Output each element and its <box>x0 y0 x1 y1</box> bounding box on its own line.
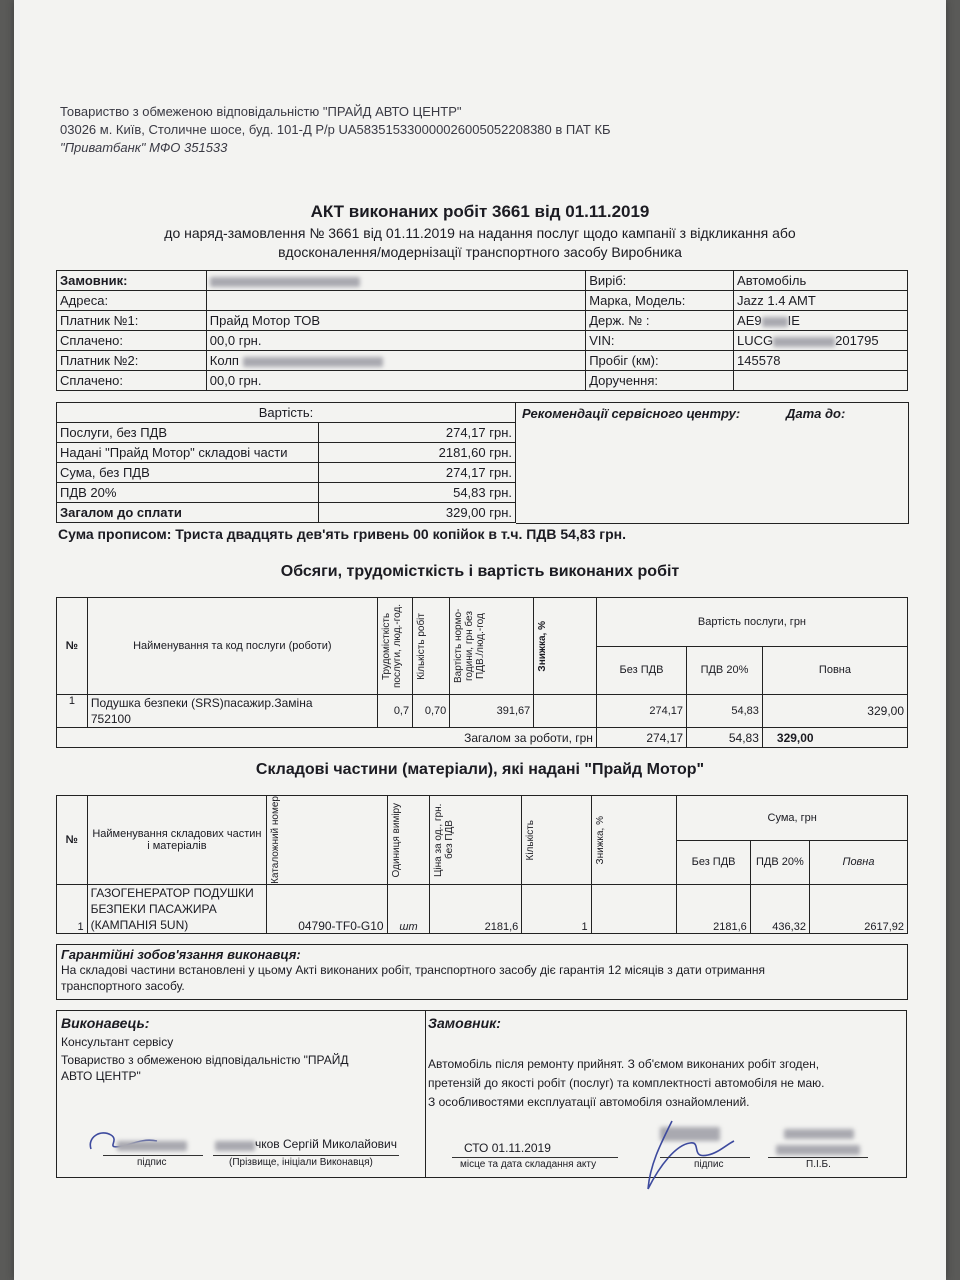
cost-row-label: Надані "Прайд Мотор" складові части <box>57 443 319 463</box>
parts-table <box>56 795 908 934</box>
part-unit: шт <box>387 885 430 934</box>
works-col-full: Повна <box>762 646 907 695</box>
executor-name-caption: (Прізвище, ініціали Виконавця) <box>229 1157 373 1168</box>
parts-col-net: Без ПДВ <box>677 840 750 885</box>
customer-name-blur-2 <box>776 1145 860 1155</box>
product-value: Автомобіль <box>734 271 908 291</box>
vin-value <box>734 331 908 351</box>
document-sheet <box>14 0 946 1280</box>
customer-label: Замовник: <box>57 271 207 291</box>
works-total-full: 329,00 <box>762 728 907 748</box>
executor-title: Виконавець: <box>61 1015 150 1031</box>
recommendations-label: Рекомендації сервісного центру: <box>522 406 741 421</box>
works-col-labor: Трудомісткість послуги, люд.-год. <box>380 603 403 689</box>
model-value: Jazz 1.4 AMT <box>734 291 908 311</box>
address-value <box>206 291 585 311</box>
executor-sign-caption: підпис <box>137 1157 167 1168</box>
work-name-line2: 752100 <box>90 712 131 726</box>
plate-value <box>734 311 908 331</box>
parts-col-no: № <box>57 796 88 885</box>
payer1-label: Платник №1: <box>57 311 207 331</box>
customer-value <box>206 271 585 291</box>
customer-name-caption: П.І.Б. <box>806 1159 831 1170</box>
works-heading: Обсяги, трудомісткість і вартість виконаних робіт <box>280 563 680 580</box>
part-vat: 436,32 <box>750 885 809 934</box>
order-label: Доручення: <box>586 371 734 391</box>
parts-col-qty: Кількість <box>525 819 537 861</box>
cost-total-label: Загалом до сплати <box>57 503 319 523</box>
cost-row-value: 274,17 грн. <box>318 463 515 483</box>
work-vat: 54,83 <box>687 695 763 728</box>
paid1-value: 00,0 грн. <box>206 331 585 351</box>
works-col-discount: Знижка, % <box>537 620 549 672</box>
parts-col-catalog: Каталожний номер <box>270 796 282 884</box>
amount-in-words: Сума прописом: Триста двадцять дев'ять гривень 00 копійок в т.ч. ПДВ 54,83 грн. <box>58 526 626 542</box>
address-label: Адреса: <box>57 291 207 311</box>
works-table <box>56 597 908 748</box>
executor-name: чков Сергій Миколайович <box>255 1137 397 1151</box>
vin-suffix: 201795 <box>835 333 879 348</box>
part-price: 2181,6 <box>430 885 522 934</box>
part-catalog: 04790-TF0-G10 <box>267 885 387 934</box>
part-qty: 1 <box>522 885 591 934</box>
works-total-label: Загалом за роботи, грн <box>57 728 597 748</box>
work-rate: 391,67 <box>450 695 534 728</box>
document-subtitle-1: до наряд-замовлення № 3661 від 01.11.2019 на надання послуг щодо кампанії з відкликання або <box>164 225 796 241</box>
work-discount <box>534 695 597 728</box>
cost-total-value: 329,00 грн. <box>318 503 515 523</box>
executor-line1: Консультант сервісу <box>61 1035 174 1049</box>
works-total-net: 274,17 <box>596 728 686 748</box>
parts-col-discount: Знижка, % <box>594 815 606 865</box>
vin-prefix: LUCG <box>737 333 774 348</box>
company-address: 03026 м. Київ, Столичне шосе, буд. 101-Д Р/р UA583515330000026005052208380 в ПАТ КБ <box>60 122 611 137</box>
work-name-line1: Подушка безпеки (SRS)пасажир.Заміна <box>90 696 313 710</box>
customer-sign-caption: підпис <box>694 1159 724 1170</box>
executor-box <box>56 1010 426 1178</box>
parts-col-full: Повна <box>809 840 907 885</box>
part-no: 1 <box>57 885 88 934</box>
executor-name-blur <box>215 1141 255 1151</box>
executor-line3: АВТО ЦЕНТР" <box>61 1069 141 1083</box>
warranty-text-1: На складові частини встановлені у цьому Акті виконаних робіт, транспортного засобу діє гарантія 12 місяців з дати отримання <box>61 963 765 977</box>
customer-name-blur-1 <box>784 1129 854 1139</box>
cost-row-label: ПДВ 20% <box>57 483 319 503</box>
parts-col-vat: ПДВ 20% <box>750 840 809 885</box>
cost-header: Вартість: <box>57 403 516 423</box>
parts-col-name: Найменування складових частин і матеріалів <box>87 796 267 885</box>
customer-box <box>424 1010 907 1178</box>
plate-suffix: IE <box>787 313 800 328</box>
payer2-prefix: Колп <box>209 353 239 368</box>
paid2-label: Сплачено: <box>57 371 207 391</box>
work-labor: 0,7 <box>377 695 412 728</box>
company-name: Товариство з обмеженою відповідальністю "ПРАЙД АВТО ЦЕНТР" <box>60 104 462 119</box>
mileage-value: 145578 <box>734 351 908 371</box>
part-net: 2181,6 <box>677 885 750 934</box>
executor-signature-blur <box>117 1141 187 1151</box>
part-discount <box>591 885 677 934</box>
cost-row-value: 274,17 грн. <box>318 423 515 443</box>
order-value <box>734 371 908 391</box>
works-col-name: Найменування та код послуги (роботи) <box>87 598 377 695</box>
parts-col-price: Ціна за од., грн. без ПДВ <box>433 803 456 877</box>
works-col-vat: ПДВ 20% <box>687 646 763 695</box>
works-total-vat: 54,83 <box>687 728 763 748</box>
works-col-no: № <box>57 598 88 695</box>
customer-text-2: претензій до якості робіт (послуг) та комплектності автомобіля не маю. <box>428 1076 825 1090</box>
table-row <box>57 885 908 934</box>
mileage-label: Пробіг (км): <box>586 351 734 371</box>
parts-col-unit: Одиниця виміру <box>390 802 402 878</box>
executor-signature-icon <box>81 1123 161 1157</box>
customer-signature-icon <box>630 1115 740 1195</box>
document-title: АКТ виконаних робіт 3661 від 01.11.2019 <box>310 202 650 221</box>
part-full: 2617,92 <box>809 885 907 934</box>
warranty-title: Гарантійні зобов'язання виконавця: <box>61 947 301 962</box>
works-col-cost: Вартість послуги, грн <box>596 598 907 647</box>
cost-row-value: 2181,60 грн. <box>318 443 515 463</box>
works-col-net: Без ПДВ <box>596 646 686 695</box>
part-name-line1: ГАЗОГЕНЕРАТОР ПОДУШКИ <box>90 886 254 900</box>
payer2-value <box>206 351 585 371</box>
info-table <box>56 270 908 391</box>
product-label: Виріб: <box>586 271 734 291</box>
vin-label: VIN: <box>586 331 734 351</box>
paid2-value: 00,0 грн. <box>206 371 585 391</box>
part-name-line2: БЕЗПЕКИ ПАСАЖИРА <box>90 902 217 916</box>
cost-row-label: Сума, без ПДВ <box>57 463 319 483</box>
work-net: 274,17 <box>596 695 686 728</box>
cost-row-label: Послуги, без ПДВ <box>57 423 319 443</box>
cost-table <box>56 402 516 523</box>
plate-label: Держ. № : <box>586 311 734 331</box>
payer1-value: Прайд Мотор ТОВ <box>206 311 585 331</box>
payer2-label: Платник №2: <box>57 351 207 371</box>
part-name-line3: (КАМПАНІЯ 5UN) <box>90 918 189 932</box>
plate-prefix: AE9 <box>737 313 762 328</box>
customer-text-1: Автомобіль після ремонту прийнят. З об'ємом виконаних робіт згоден, <box>428 1057 820 1071</box>
model-label: Марка, Модель: <box>586 291 734 311</box>
recommendations-box <box>516 402 909 524</box>
works-col-qty: Кількість робіт <box>416 612 428 680</box>
table-row <box>57 695 908 728</box>
paid1-label: Сплачено: <box>57 331 207 351</box>
warranty-text-2: транспортного засобу. <box>61 979 185 993</box>
customer-title: Замовник: <box>428 1015 501 1031</box>
work-no: 1 <box>57 695 88 728</box>
parts-col-sum: Сума, грн <box>677 796 908 841</box>
company-bank: "Приватбанк" МФО 351533 <box>60 140 228 155</box>
customer-place-date: СТО 01.11.2019 <box>464 1141 551 1155</box>
work-qty: 0,70 <box>413 695 450 728</box>
date-to-label: Дата до: <box>786 406 846 421</box>
cost-row-value: 54,83 грн. <box>318 483 515 503</box>
customer-place-caption: місце та дата складання акту <box>460 1159 597 1170</box>
warranty-box <box>56 944 908 1000</box>
executor-line2: Товариство з обмеженою відповідальністю "ПРАЙД <box>61 1053 349 1067</box>
customer-text-3: З особливостями експлуатації автомобіля ознайомлений. <box>428 1095 750 1109</box>
document-subtitle-2: вдосконалення/модернізації транспортного засобу Виробника <box>278 244 682 260</box>
works-col-rate: Вартість нормо-години, грн без ПДВ./люд.-год <box>453 608 487 684</box>
parts-heading: Складові частини (матеріали), які надані "Прайд Мотор" <box>255 761 705 778</box>
work-full: 329,00 <box>762 695 907 728</box>
